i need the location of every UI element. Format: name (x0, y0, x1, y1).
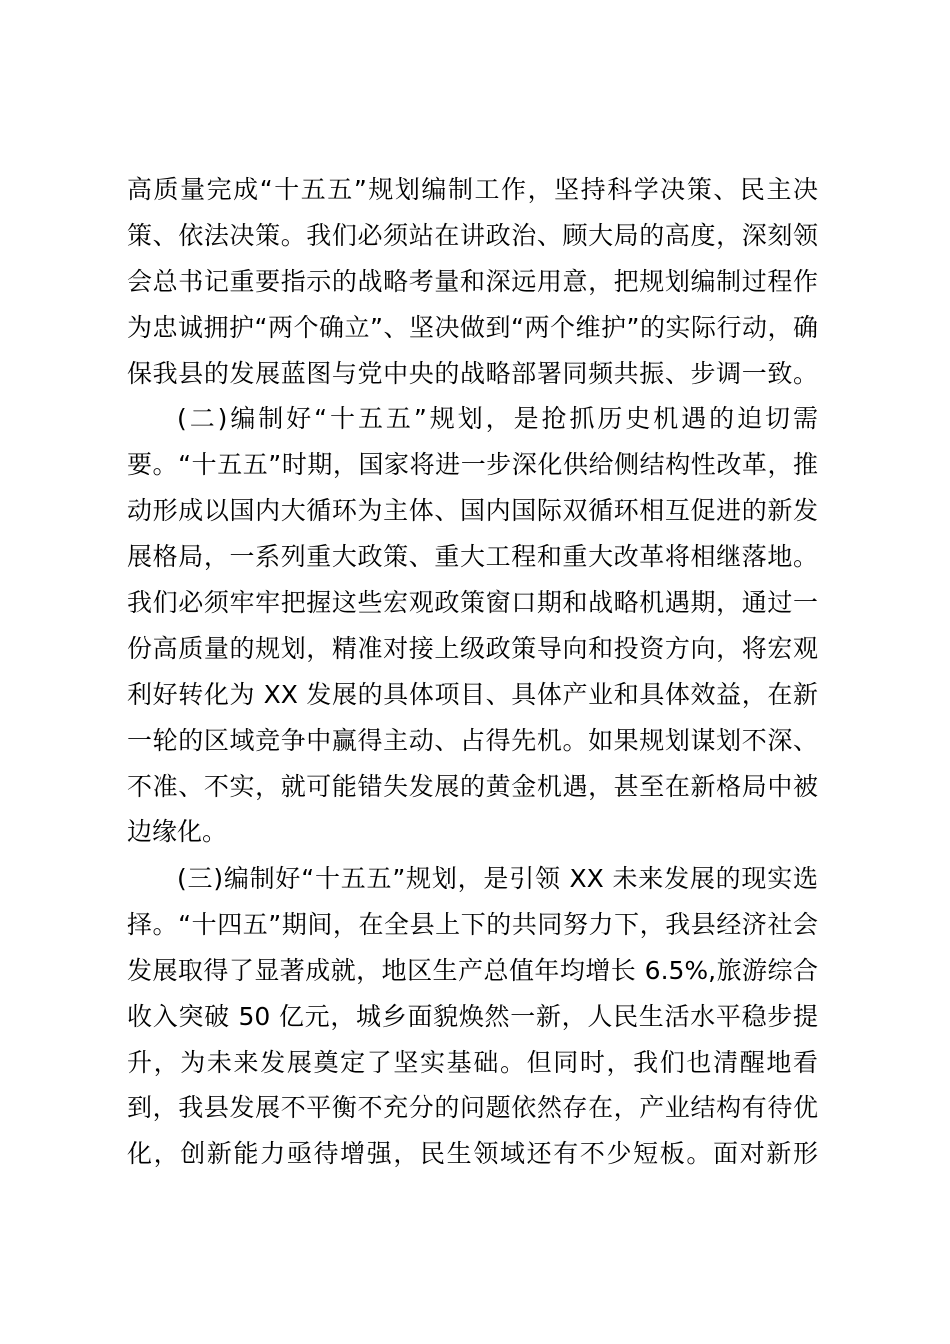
text-line: 展格局，一系列重大政策、重大工程和重大改革将相继落地。 (127, 542, 818, 571)
text-line: 收入突破 50 亿元，城乡面貌焕然一新，人民生活水平稳步提 (127, 1002, 818, 1031)
text-line: 策、依法决策。我们必须站在讲政治、顾大局的高度，深刻领 (127, 221, 818, 250)
text-line: 份高质量的规划，精准对接上级政策导向和投资方向，将宏观 (127, 634, 818, 663)
paragraph-start-line: (二)编制好“十五五”规划，是抢抓历史机遇的迫切需 (177, 404, 818, 433)
text-line: 利好转化为 XX 发展的具体项目、具体产业和具体效益，在新 (127, 680, 818, 709)
text-line: 边缘化。 (127, 817, 228, 846)
text-line: 一轮的区域竞争中赢得主动、占得先机。如果规划谋划不深、 (127, 726, 818, 755)
text-line: 择。“十四五”期间，在全县上下的共同努力下，我县经济社会 (127, 910, 818, 939)
text-line: 保我县的发展蓝图与党中央的战略部署同频共振、步调一致。 (127, 359, 818, 388)
text-line: 升，为未来发展奠定了坚实基础。但同时，我们也清醒地看 (127, 1048, 818, 1077)
text-line: 我们必须牢牢把握这些宏观政策窗口期和战略机遇期，通过一 (127, 588, 818, 617)
text-line: 发展取得了显著成就，地区生产总值年均增长 6.5%,旅游综合 (127, 956, 818, 985)
text-line: 会总书记重要指示的战略考量和深远用意，把规划编制过程作 (127, 267, 818, 296)
text-line: 要。“十五五”时期，国家将进一步深化供给侧结构性改革，推 (127, 450, 818, 479)
text-line: 动形成以国内大循环为主体、国内国际双循环相互促进的新发 (127, 496, 818, 525)
text-line: 到，我县发展不平衡不充分的问题依然存在，产业结构有待优 (127, 1093, 818, 1122)
text-line: 不准、不实，就可能错失发展的黄金机遇，甚至在新格局中被 (127, 772, 818, 801)
text-line: 为忠诚拥护“两个确立”、坚决做到“两个维护”的实际行动，确 (127, 313, 818, 342)
text-line: 化，创新能力亟待增强，民生领域还有不少短板。面对新形 (127, 1139, 818, 1168)
paragraph-start-line: (三)编制好“十五五”规划，是引领 XX 未来发展的现实选 (177, 864, 818, 893)
text-line: 高质量完成“十五五”规划编制工作，坚持科学决策、民主决 (127, 175, 818, 204)
